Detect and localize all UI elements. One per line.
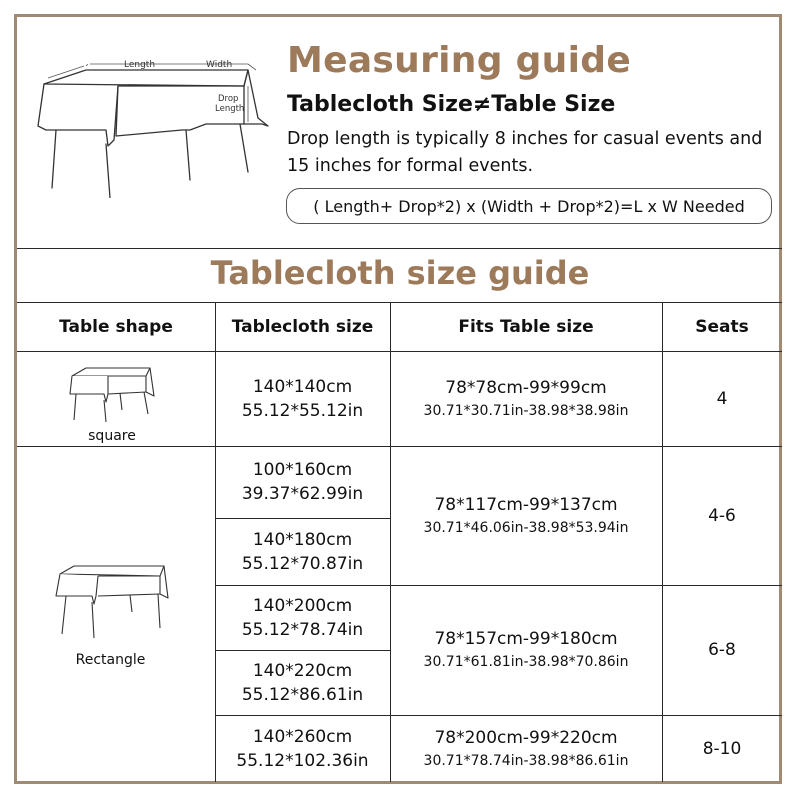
cloth-size-row	[215, 518, 390, 585]
cloth-size-row	[215, 351, 390, 446]
square-label: square	[88, 428, 136, 444]
cloth-size-in: 55.12*55.12in	[241, 400, 364, 421]
cloth-size-row	[215, 585, 390, 650]
header-seats: Seats	[695, 316, 749, 337]
fits-size-cm: 78*117cm-99*137cm	[434, 494, 618, 515]
fits-size-row	[390, 446, 662, 585]
fits-size-in: 30.71*30.71in-38.98*38.98in	[423, 402, 629, 419]
cloth-size-row	[215, 650, 390, 715]
measuring-guide-title: Measuring guide	[287, 40, 632, 81]
fits-size-cm: 78*157cm-99*180cm	[434, 629, 618, 649]
seats-value: 6-8	[708, 640, 736, 660]
square-table-icon	[62, 362, 162, 424]
formula-box: ( Length+ Drop*2) x (Width + Drop*2)=L x W Needed	[286, 188, 772, 224]
diagram-width-label: Width	[206, 60, 233, 70]
diagram-drop-length-label: Length	[215, 104, 245, 114]
cloth-size-cm: 140*260cm	[252, 726, 353, 747]
size-guide-title: Tablecloth size guide	[210, 254, 590, 292]
seats-value: 4-6	[708, 505, 736, 526]
diagram-length-label: Length	[124, 60, 156, 70]
cloth-size-cm: 100*160cm	[252, 460, 353, 480]
table-measure-illustration	[26, 48, 276, 198]
cloth-size-row	[215, 446, 390, 518]
cloth-size-cm: 140*180cm	[252, 529, 353, 550]
rectangle-label: Rectangle	[75, 652, 146, 668]
fits-size-row	[390, 351, 662, 446]
rectangle-table-icon	[48, 560, 173, 638]
fits-size-row	[390, 715, 662, 782]
cloth-size-cm: 140*220cm	[252, 660, 353, 681]
fits-size-cm: 78*200cm-99*220cm	[434, 727, 618, 748]
cloth-size-in: 39.37*62.99in	[241, 484, 364, 504]
header-table-shape: Table shape	[59, 316, 173, 337]
fits-size-row	[390, 585, 662, 715]
fits-size-cm: 78*78cm-99*99cm	[445, 377, 607, 398]
measuring-subtitle: Tablecloth Size≠Table Size	[287, 92, 616, 117]
section-divider	[17, 248, 782, 249]
header-fits-table-size: Fits Table size	[458, 316, 594, 337]
fits-size-in: 30.71*46.06in-38.98*53.94in	[423, 519, 629, 536]
cloth-size-row	[215, 715, 390, 782]
fits-size-in: 30.71*78.74in-38.98*86.61in	[423, 752, 629, 769]
cloth-size-in: 55.12*102.36in	[236, 750, 369, 771]
cloth-size-in: 55.12*70.87in	[241, 553, 364, 574]
cloth-size-cm: 140*140cm	[252, 376, 353, 397]
seats-value: 8-10	[702, 738, 742, 759]
seats-value: 4	[716, 388, 728, 409]
cloth-size-in: 55.12*86.61in	[241, 684, 364, 705]
diagram-drop-label: Drop	[218, 94, 239, 104]
header-tablecloth-size: Tablecloth size	[231, 316, 374, 337]
fits-size-in: 30.71*61.81in-38.98*70.86in	[423, 654, 629, 670]
cloth-size-in: 55.12*78.74in	[241, 619, 364, 640]
cloth-size-cm: 140*200cm	[252, 595, 353, 616]
measuring-description: Drop length is typically 8 inches for casual events and 15 inches for formal events.	[287, 129, 763, 176]
